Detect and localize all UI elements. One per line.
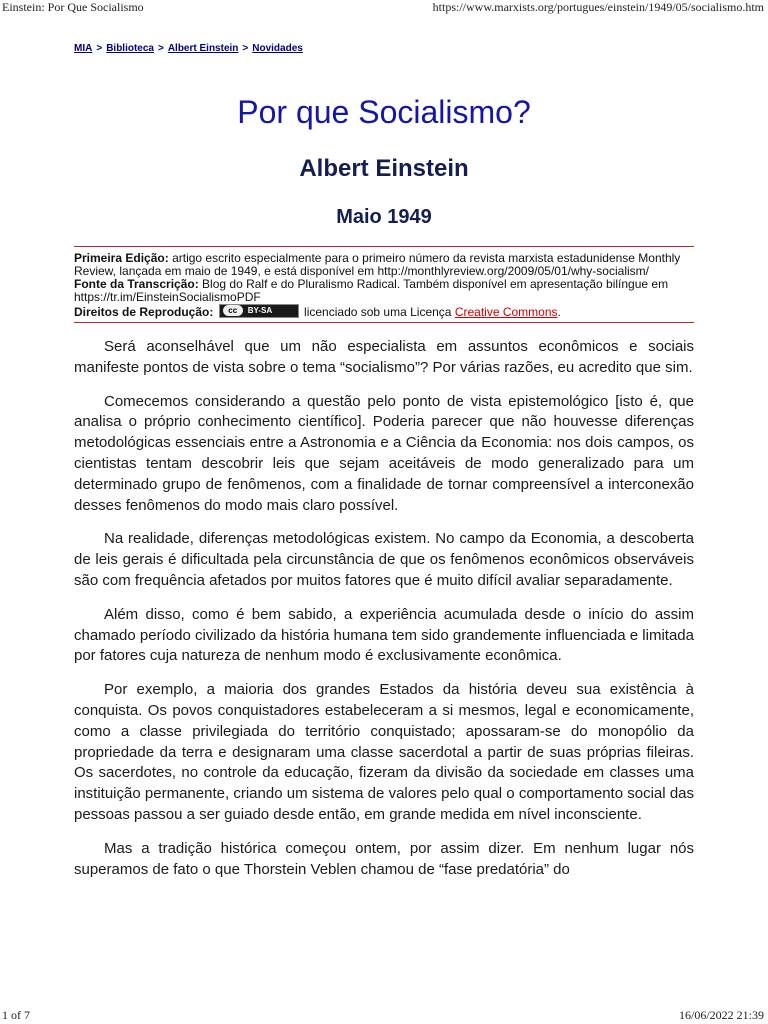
paragraph: Será aconselhável que um não especialista em assuntos econômicos e sociais manifeste pontos de vista sobre o tema “socialismo”? Por várias razões, eu acredito que sim. <box>74 338 694 376</box>
print-header <box>0 0 768 16</box>
first-edition-text: artigo escrito especialmente para o primeiro número da revista marxista estadunidense Monthly Review, lançada em maio de 1949, e está disponível em http://monthlyreview.org/2009/05/01/why-socialism/ <box>74 251 681 278</box>
paragraph: Por exemplo, a maioria dos grandes Estados da história deveu sua existência à conquista. Os povos conquistadores estabeleceram a si mesmos, legal e economicamente, como a classe privilegiada do território conquistado; apossaram-se do monopólio da propriedade da terra e designaram uma classe sacerdotal a partir de suas próprias fileiras. Os sacerdotes, no controle da educação, fizeram da divisão da sociedade em classes uma instituição permanente, criando um sistema de valores pelo qual o comportamento social das pessoas passou a ser guiado desde então, em grande medida em nível inconsciente. <box>74 681 694 823</box>
cc-badge-text: BY-SA <box>247 306 273 315</box>
paragraph: Mas a tradição histórica começou ontem, por assim dizer. Em nenhum lugar nós superamos de fato o que Thorstein Veblen chamou de “fase predatória” do <box>74 839 694 878</box>
rights-label: Direitos de Reprodução: <box>74 305 214 319</box>
divider-bottom <box>74 322 694 323</box>
breadcrumb <box>74 42 694 56</box>
source-label: Fonte da Transcrição: <box>74 277 199 291</box>
paragraph: Comecemos considerando a questão pelo ponto de vista epistemológico [isto é, que analisa o próprio conhecimento científico]. Poderia parecer que não houvesse diferenças metodológicas essenciais entre a Astronomia e a Ciência da Economia: nos dois campos, os cientistas tentam descobrir leis que sejam aceitáveis de modo generalizado para um determinado grupo de fenômenos, com a finalidade de tornar compreensível a interconexão desses fenômenos do modo mais claro possível. <box>74 392 694 514</box>
first-edition-label: Primeira Edição: <box>74 251 169 265</box>
print-page-title: Einstein: Por Que Socialismo <box>2 0 144 14</box>
article-body <box>74 337 694 880</box>
date-heading: Maio 1949 <box>336 206 432 228</box>
page-title: Por que Socialismo? <box>237 94 531 130</box>
rights-end: . <box>557 305 561 319</box>
rights-text: licenciado sob uma Licença <box>304 305 452 319</box>
print-url: https://www.marxists.org/portugues/einstein/1949/05/socialismo.htm <box>432 0 764 14</box>
print-datetime: 16/06/2022 21:39 <box>678 1008 764 1022</box>
breadcrumb-separator: > <box>157 43 164 54</box>
breadcrumb-link-biblioteca[interactable]: Biblioteca <box>106 43 154 54</box>
paragraph: Na realidade, diferenças metodológicas existem. No campo da Economia, a descoberta de leis gerais é dificultada pela circunstância de que os fenômenos econômicos observáveis são com frequência afetados por muitos fatores que é muito difícil avaliar separadamente. <box>74 530 694 589</box>
creative-commons-link[interactable]: Creative Commons <box>454 305 558 319</box>
print-footer <box>0 1008 768 1024</box>
page-number: 1 of 7 <box>2 1008 30 1022</box>
breadcrumb-link-novidades[interactable]: Novidades <box>252 43 303 54</box>
cc-license-badge-icon[interactable] <box>219 304 299 318</box>
breadcrumb-link-albert-einstein[interactable]: Albert Einstein <box>167 43 239 54</box>
author-heading: Albert Einstein <box>299 155 469 182</box>
cc-symbol: cc <box>223 305 243 316</box>
rights-line <box>74 304 694 319</box>
paragraph: Além disso, como é bem sabido, a experiência acumulada desde o início do assim chamado período civilizado da história humana tem sido grandemente influenciada e limitada por fatores cuja natureza de nenhum modo é exclusivamente econômica. <box>74 605 694 665</box>
document-page <box>74 42 694 893</box>
breadcrumb-separator: > <box>96 43 103 54</box>
breadcrumb-separator: > <box>242 43 249 54</box>
publication-info <box>74 247 694 322</box>
source-line <box>74 278 694 304</box>
source-text: Blog do Ralf e do Pluralismo Radical. Também disponível em apresentação bilíngue em https://tr.im/EinsteinSocialismoPDF <box>74 277 669 304</box>
breadcrumb-link-mia[interactable]: MIA <box>74 43 93 54</box>
first-edition-line <box>74 252 694 278</box>
